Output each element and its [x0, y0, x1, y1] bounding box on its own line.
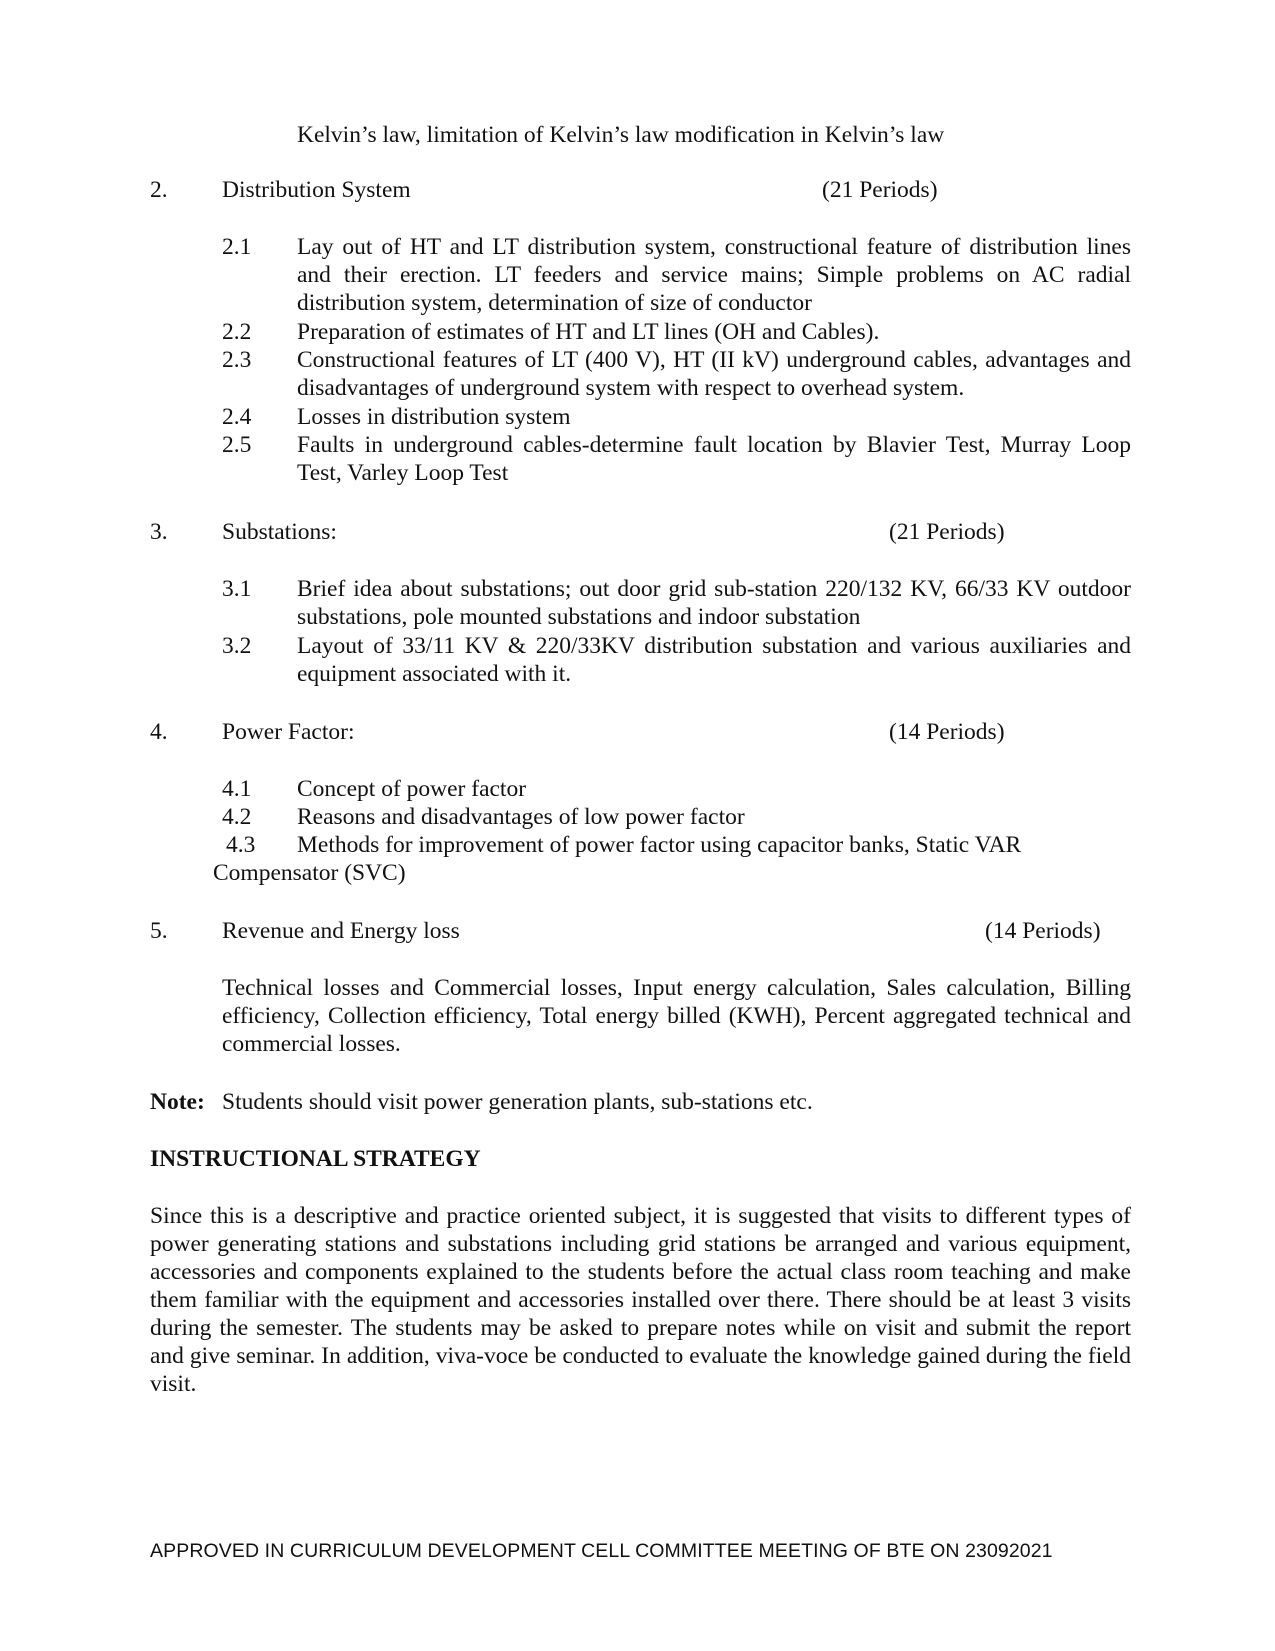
item-text: Layout of 33/11 KV & 220/33KV distribution substation and various auxiliaries and equipment associated with it.: [297, 633, 1131, 687]
note-text: Students should visit power generation plants, sub-stations etc.: [222, 1089, 813, 1115]
strategy-body: Since this is a descriptive and practice oriented subject, it is suggested that visits to different types of power generating stations and substations including grid stations be arranged and various equipment, accessories and components explained to the students before the actual class room teaching and make them familiar with the equipment and accessories installed over there. There should be at least 3 visits during the semester. The students may be asked to prepare notes while on visit and submit the report and give seminar. In addition, viva-voce be conducted to evaluate the knowledge gained during the field visit.: [150, 1203, 1131, 1397]
item-text: Concept of power factor: [297, 776, 527, 802]
section-number: 3.: [150, 519, 168, 545]
section-number: 2.: [150, 177, 168, 203]
section-title: Power Factor:: [222, 719, 355, 745]
item-text: Lay out of HT and LT distribution system, constructional feature of distribution lines and their erection. LT feeders and service mains; Simple problems on AC radial distribution system, determination of size of conductor: [297, 234, 1131, 316]
item-number: 2.4: [222, 404, 252, 430]
item-number: 3.1: [222, 576, 252, 602]
item-text: Losses in distribution system: [297, 404, 571, 430]
item-text: Brief idea about substations; out door grid sub-station 220/132 KV, 66/33 KV outdoor substations, pole mounted substations and indoor substation: [297, 576, 1131, 630]
item-text: Reasons and disadvantages of low power factor: [297, 804, 745, 830]
section-number: 4.: [150, 719, 168, 745]
item-text: Constructional features of LT (400 V), HT (II kV) underground cables, advantages and disadvantages of underground system with respect to overhead system.: [297, 347, 1131, 401]
item-text: Faults in underground cables-determine fault location by Blavier Test, Murray Loop Test, Varley Loop Test: [297, 432, 1131, 486]
item-text: Methods for improvement of power factor using capacitor banks, Static VAR: [297, 832, 1022, 858]
item-number: 2.3: [222, 347, 252, 373]
section-title: Revenue and Energy loss: [222, 918, 460, 944]
section-number: 5.: [150, 918, 168, 944]
item-number: 4.2: [222, 804, 252, 830]
item-number: 2.5: [222, 432, 252, 458]
section-periods: (21 Periods): [889, 519, 1005, 545]
note-label: Note:: [150, 1089, 205, 1115]
section-title: Substations:: [222, 519, 337, 545]
section-title: Distribution System: [222, 177, 411, 203]
item-number: 4.1: [222, 776, 252, 802]
intro-line: Kelvin’s law, limitation of Kelvin’s law modification in Kelvin’s law: [297, 122, 945, 148]
section-periods: (14 Periods): [889, 719, 1005, 745]
section-body: Technical losses and Commercial losses, Input energy calculation, Sales calculation, Billing efficiency, Collection efficiency, Total energy billed (KWH), Percent aggregated technical and commercial losses.: [222, 975, 1131, 1057]
item-number: 2.2: [222, 319, 252, 345]
strategy-heading: INSTRUCTIONAL STRATEGY: [150, 1146, 481, 1172]
section-periods: (14 Periods): [985, 918, 1101, 944]
item-number: 4.3: [226, 832, 256, 858]
footer-approval: APPROVED IN CURRICULUM DEVELOPMENT CELL COMMITTEE MEETING OF BTE ON 23092021: [150, 1540, 1053, 1562]
item-text-continuation: Compensator (SVC): [213, 860, 406, 886]
item-number: 2.1: [222, 234, 252, 260]
section-periods: (21 Periods): [822, 177, 938, 203]
item-text: Preparation of estimates of HT and LT lines (OH and Cables).: [297, 319, 880, 345]
item-number: 3.2: [222, 633, 252, 659]
